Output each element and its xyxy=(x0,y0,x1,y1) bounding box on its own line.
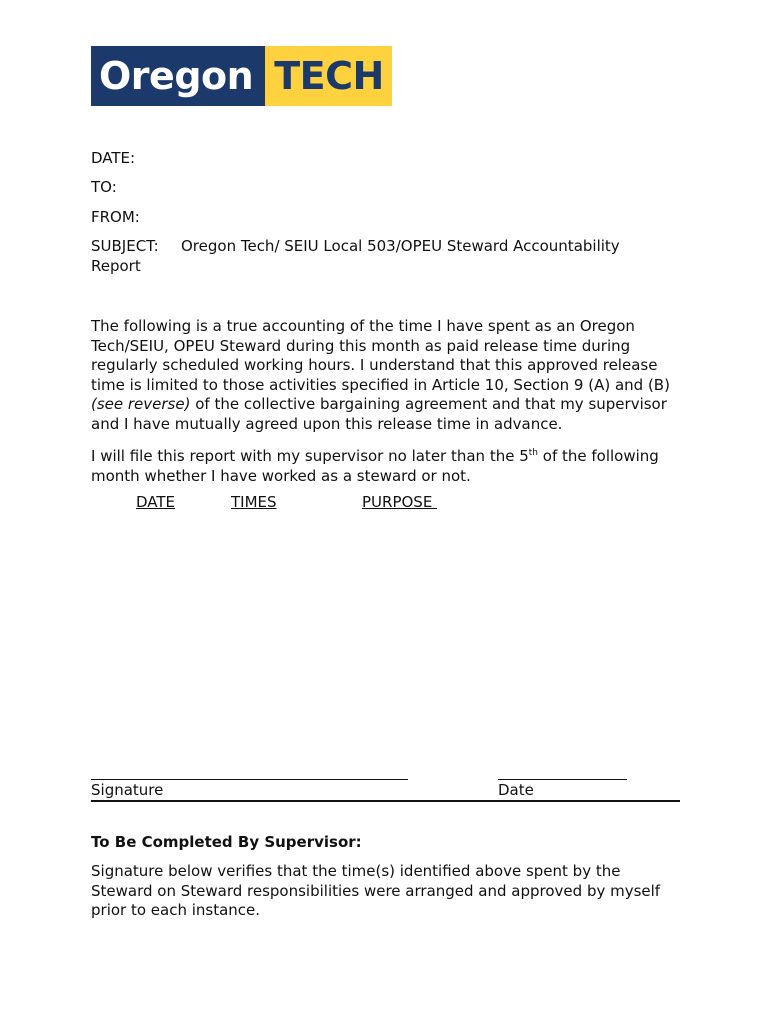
from-label: FROM: xyxy=(91,208,140,226)
filing-paragraph xyxy=(91,444,681,486)
para2-end: of the following month whether I have worked as a steward or not. xyxy=(91,447,659,485)
supervisor-paragraph: Signature below verifies that the time(s) identified above spent by the Steward on Steward responsibilities were arranged and approved by myself prior to each instance. xyxy=(91,862,661,919)
date-label: DATE: xyxy=(91,149,136,167)
column-header-times: TIMES xyxy=(231,493,277,511)
column-header-purpose: PURPOSE xyxy=(362,493,438,511)
para1-end: of the collective bargaining agreement and that my supervisor and I have mutually agreed upon this release time in advance. xyxy=(91,395,667,433)
section-divider xyxy=(91,800,680,802)
para1-start: The following is a true accounting of the time I have spent as an Oregon Tech/SEIU, OPEU Steward during this month as paid release time during regularly scheduled working hours. I understand that this approved release time is limited to those activities specified in Article 10, Section 9 (A) and (B) xyxy=(91,317,670,394)
superscript-th: th xyxy=(528,448,538,458)
subject-text: Oregon Tech/ SEIU Local 503/OPEU Steward Accountability xyxy=(181,237,620,255)
date-line xyxy=(498,779,627,780)
oregon-tech-logo xyxy=(91,46,392,106)
see-reverse-note: (see reverse) xyxy=(91,395,191,413)
subject-label: SUBJECT: xyxy=(91,237,159,255)
to-label: TO: xyxy=(91,178,117,196)
signature-date-label: Date xyxy=(498,781,534,799)
accounting-paragraph xyxy=(91,317,681,434)
signature-line xyxy=(91,779,408,780)
logo-text-oregon: Oregon xyxy=(91,46,265,106)
para2-start: I will file this report with my supervisor no later than the 5 xyxy=(91,447,529,465)
logo-text-tech: TECH xyxy=(265,46,392,106)
signature-label: Signature xyxy=(91,781,164,799)
subject-continued: Report xyxy=(91,257,141,275)
supervisor-heading: To Be Completed By Supervisor: xyxy=(91,833,362,851)
column-header-date: DATE xyxy=(136,493,176,511)
